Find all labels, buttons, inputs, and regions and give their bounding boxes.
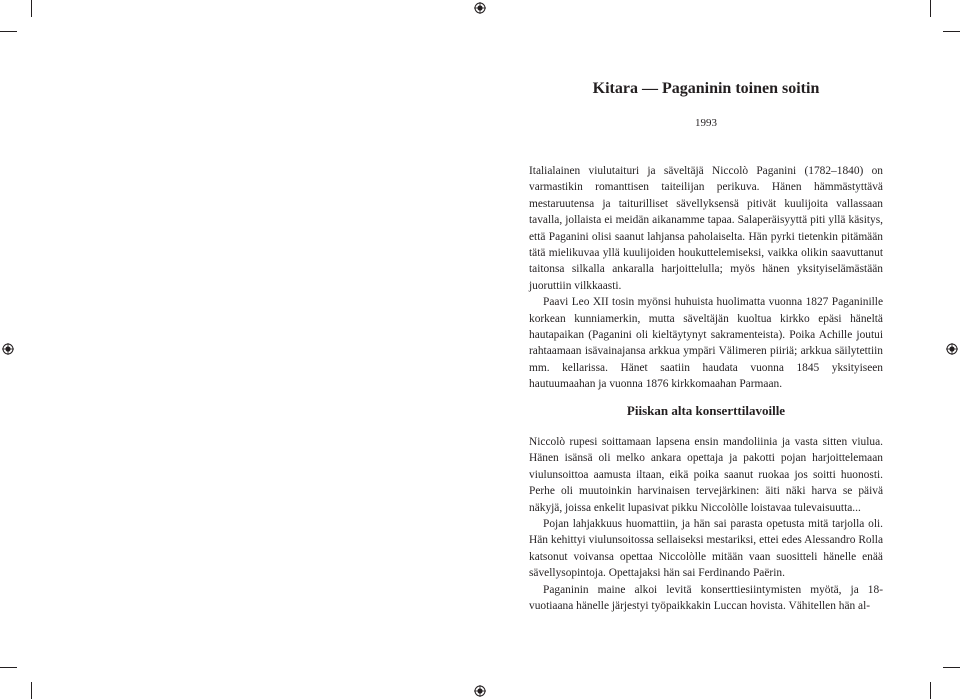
crop-mark-right-bottom [943,667,960,668]
crop-mark-bottom-left [31,682,32,699]
registration-mark-icon [474,2,486,14]
paragraph: Pojan lahjakkuus huomattiin, ja hän sai parasta opetusta mitä tarjolla oli. Hän kehittyi viulunsoitossa sellaiseksi mestariksi, ettei edes Alessandro Rolla katsonut voivansa opettaa Niccolòlle mitään vaan suositteli hänelle enää sävellysopintoja. Opettajaksi hän sai Ferdinando Paërin. [529,518,883,580]
chapter-year: 1993 [695,117,717,129]
crop-mark-left-top [0,31,17,32]
paragraph: Paganinin maine alkoi levitä konserttiesiintymisten myötä, ja 18-vuotiaana hänelle järjestyi työpaikkakin Luccan hovista. Vähitellen hän al- [529,583,883,613]
registration-mark-icon [946,343,958,355]
paragraph: Italialainen viulutaituri ja säveltäjä Niccolò Paganini (1782–1840) on varmastikin romanttisen taiteilijan perikuva. Hänen hämmästyttävä mestaruutensa ja taiturilliset sävellyksensä pitivät kuulijoita vallassaan tavalla, jollaista ei meidän aikanamme tapaa. Salaperäisyyttä piti yllä käsitys, että Paganini olisi saanut lahjansa paholaiselta. Hän pyrki tietenkin pitämään tätä mielikuvaa yllä kuulijoiden houkuttelemiseksi, vaikka olikin saavuttanut taitonsa silkalla ankaralla harjoittelulla; myös hänen yksityiselämästään juoruttiin vilkkaasti. [529,165,883,292]
section-childhood [529,434,883,614]
crop-mark-top-left [31,0,32,17]
paragraph: Paavi Leo XII tosin myönsi huhuista huolimatta vuonna 1827 Paganinille korkean kunniamerkin, mutta säveltäjän kuoltua kirkko epäsi häneltä hautapaikan (Paganini oli kieltäytynyt sakramenteista). Poika Achille joutui rahtaamaan isävainajansa arkkua ympäri Välimeren piiriä; arkkua säilytettiin mm. kellarissa. Hänet saatiin haudata vuonna 1845 yksityiseen hautuumaahan ja vuonna 1876 kirkkomaahan Parmaan. [529,296,883,391]
paragraph: Niccolò rupesi soittamaan lapsena ensin mandoliinia ja vasta sitten viulua. Hänen isänsä oli melko ankara opettaja ja pakotti pojan harjoittelemaan viulunsoittoa aamusta iltaan, eikä poika saanut ruokaa jos soitti huonosti. Perhe oli muutoinkin harvinaisen tervejärkinen: äiti näki harva se päivä näkyjä, joissa enkelit lupasivat pikku Niccolòlle loistavaa tulevaisuutta... [529,436,883,514]
crop-mark-right-top [943,31,960,32]
section-intro [529,163,883,393]
crop-mark-bottom-right [930,682,931,699]
registration-mark-icon [474,685,486,697]
chapter-title: Kitara — Paganinin toinen soitin [592,80,820,97]
crop-mark-top-right [930,0,931,17]
registration-mark-icon [2,343,14,355]
section-heading: Piiskan alta konserttilavoille [626,403,786,418]
crop-mark-left-bottom [0,667,17,668]
